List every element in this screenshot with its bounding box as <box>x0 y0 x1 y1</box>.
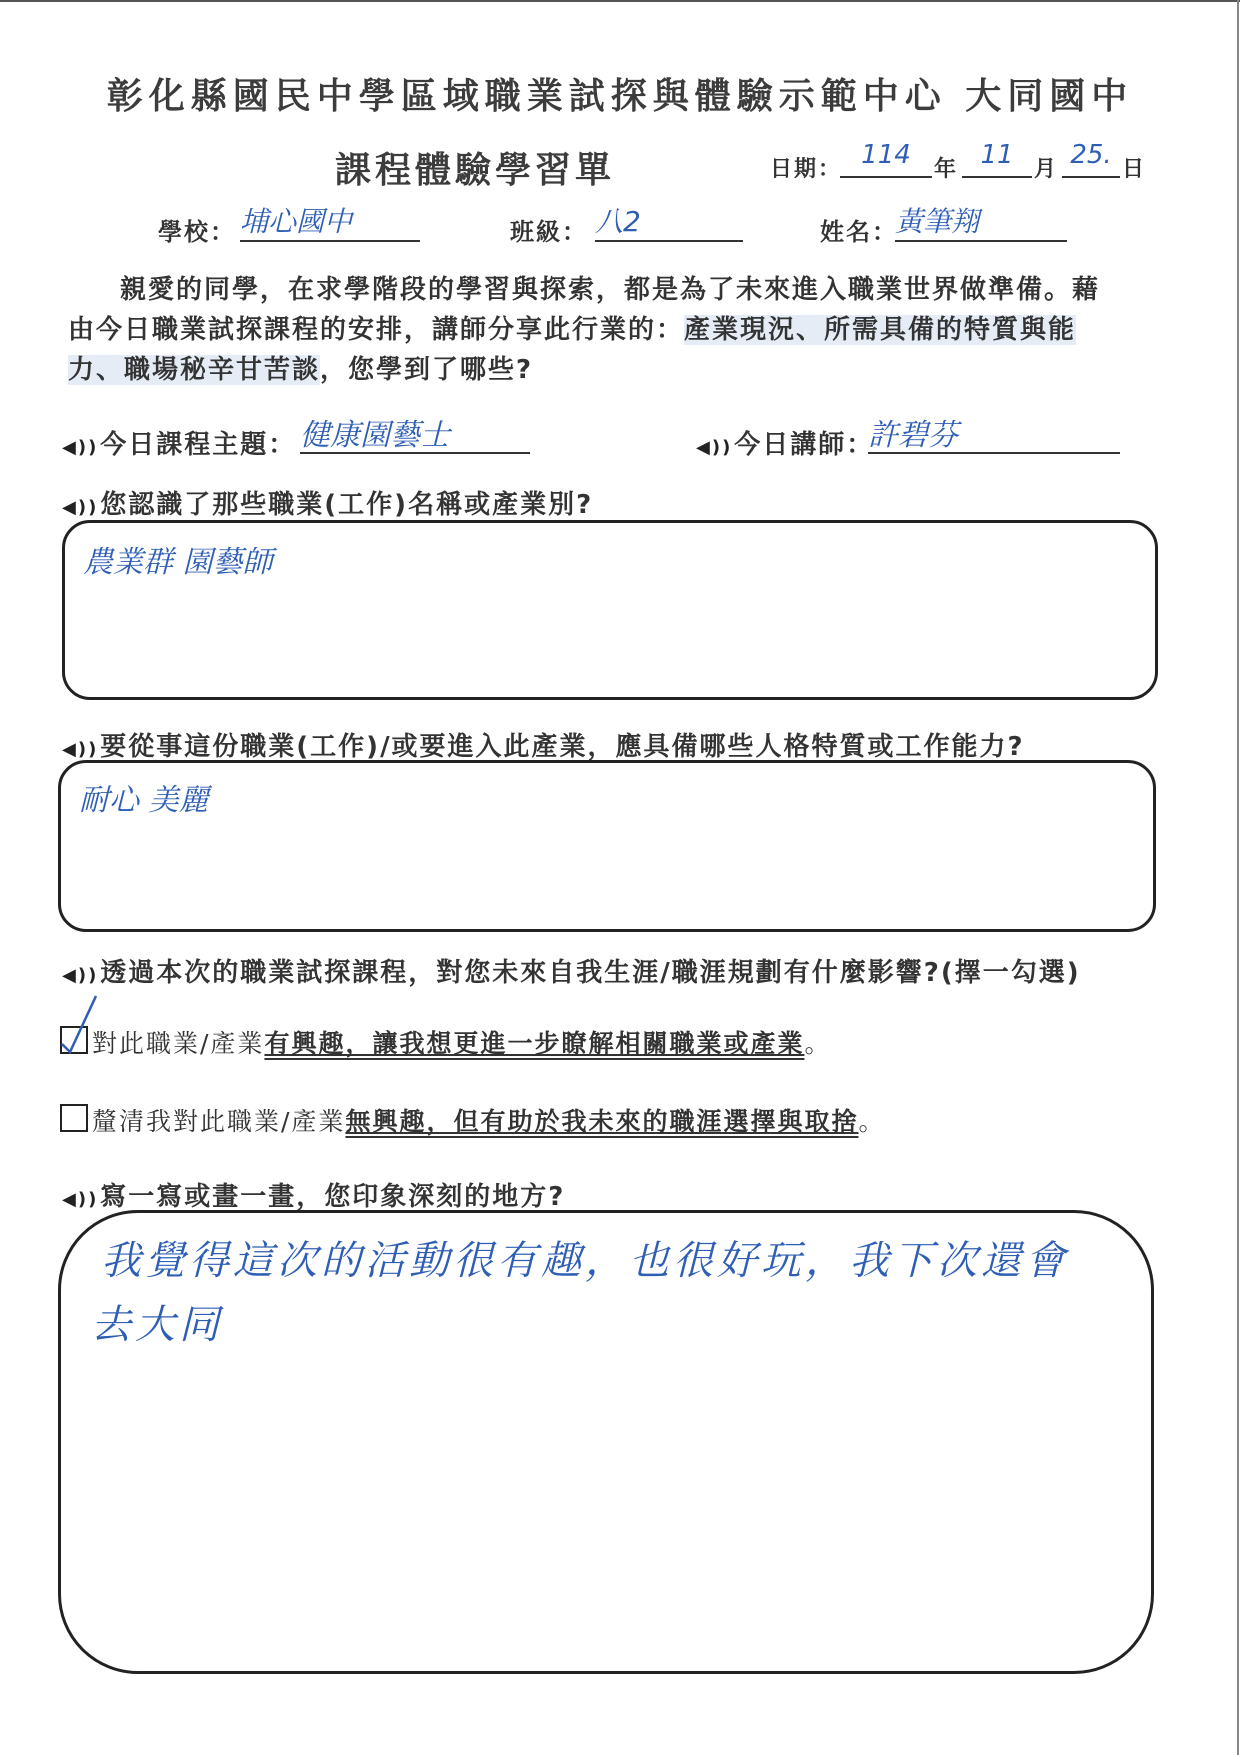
option-no-interest-label <box>92 1102 885 1138</box>
course-topic-label: 今日課程主題： <box>100 430 297 460</box>
q4-question <box>62 1176 565 1213</box>
course-topic-field[interactable]: 健康園藝士 <box>300 410 530 454</box>
name-label: 姓名： <box>820 218 898 246</box>
speaker-icon: ◀)) <box>62 437 99 458</box>
date-day-field[interactable]: 25. <box>1062 140 1120 178</box>
intro-line-3-text: ，您學到了哪些? <box>320 355 534 385</box>
q1-answer-box[interactable] <box>62 520 1158 700</box>
course-topic-row <box>62 424 296 461</box>
intro-line-2-highlight: 產業現況、所需具備的特質與能 <box>684 315 1077 345</box>
date-day-unit: 日 <box>1122 157 1147 182</box>
option-interest-label <box>92 1024 831 1060</box>
date-month-field[interactable]: 11 <box>962 140 1032 178</box>
speaker-icon: ◀)) <box>62 497 99 518</box>
option-interest-checkbox[interactable] <box>60 1026 88 1054</box>
option-no-interest-end: 。 <box>858 1107 886 1136</box>
q4-answer-box[interactable] <box>58 1210 1154 1674</box>
q1-question <box>62 484 593 521</box>
intro-line-1: 親愛的同學，在求學階段的學習與探索，都是為了未來進入職業世界做準備。藉 <box>120 275 1101 305</box>
school-label: 學校： <box>158 218 236 246</box>
q4-question-text: 寫一寫或畫一畫，您印象深刻的地方? <box>100 1182 566 1212</box>
intro-line-3-highlight: 力、職場秘辛甘苦談 <box>68 355 321 385</box>
option-no-interest-emphasis: 無興趣，但有助於我未來的職涯選擇與取捨 <box>345 1107 859 1136</box>
intro-line-2-text: 由今日職業試探課程的安排，講師分享此行業的： <box>68 315 685 345</box>
q3-question-text: 透過本次的職業試探課程，對您未來自我生涯/職涯規劃有什麼影響?(擇一勾選) <box>100 958 1081 988</box>
school-field[interactable]: 埔心國中 <box>240 200 420 242</box>
speaker-icon: ◀)) <box>62 739 99 760</box>
q2-question <box>62 726 1025 763</box>
class-label: 班級： <box>510 218 588 246</box>
name-field[interactable]: 黃筆翔 <box>895 200 1067 242</box>
intro-line-3 <box>68 350 1168 390</box>
q1-answer: 農業群 園藝師 <box>83 545 273 580</box>
date-label: 日期： <box>770 157 843 182</box>
option-no-interest-prefix: 釐清我對此職業/產業 <box>92 1107 346 1136</box>
q3-question <box>62 952 1081 989</box>
q4-answer-line-1: 我覺得這次的活動很有趣，也很好玩，我下次還會 <box>101 1238 1069 1284</box>
teacher-row <box>696 424 874 461</box>
teacher-label: 今日講師： <box>734 430 875 460</box>
page-title: 彰化縣國民中學區域職業試探與體驗示範中心 大同國中 <box>106 76 1134 117</box>
date-year-field[interactable]: 114 <box>840 140 932 178</box>
page-top-border <box>0 0 1240 2</box>
class-field[interactable]: 八2 <box>595 200 743 242</box>
q1-question-text: 您認識了那些職業(工作)名稱或產業別? <box>100 490 594 520</box>
speaker-icon: ◀)) <box>62 1189 99 1210</box>
option-no-interest-checkbox[interactable] <box>60 1104 88 1132</box>
page-right-border <box>1237 0 1239 1755</box>
option-interest-prefix: 對此職業/產業 <box>92 1029 265 1058</box>
teacher-field[interactable]: 許碧芬 <box>868 410 1120 454</box>
date-year-unit: 年 <box>934 157 959 182</box>
date-month-unit: 月 <box>1034 157 1059 182</box>
page-subtitle: 課程體驗學習單 <box>335 150 616 191</box>
intro-line-2 <box>68 310 1168 350</box>
q4-answer-line-2: 去大同 <box>91 1302 223 1348</box>
speaker-icon: ◀)) <box>62 965 99 986</box>
q2-answer: 耐心 美麗 <box>79 783 209 818</box>
q2-answer-box[interactable] <box>58 760 1156 932</box>
option-interest-end: 。 <box>804 1029 832 1058</box>
option-interest-emphasis: 有興趣，讓我想更進一步瞭解相關職業或產業 <box>264 1029 805 1058</box>
speaker-icon: ◀)) <box>696 437 733 458</box>
q2-question-text: 要從事這份職業(工作)/或要進入此產業，應具備哪些人格特質或工作能力? <box>100 732 1025 762</box>
